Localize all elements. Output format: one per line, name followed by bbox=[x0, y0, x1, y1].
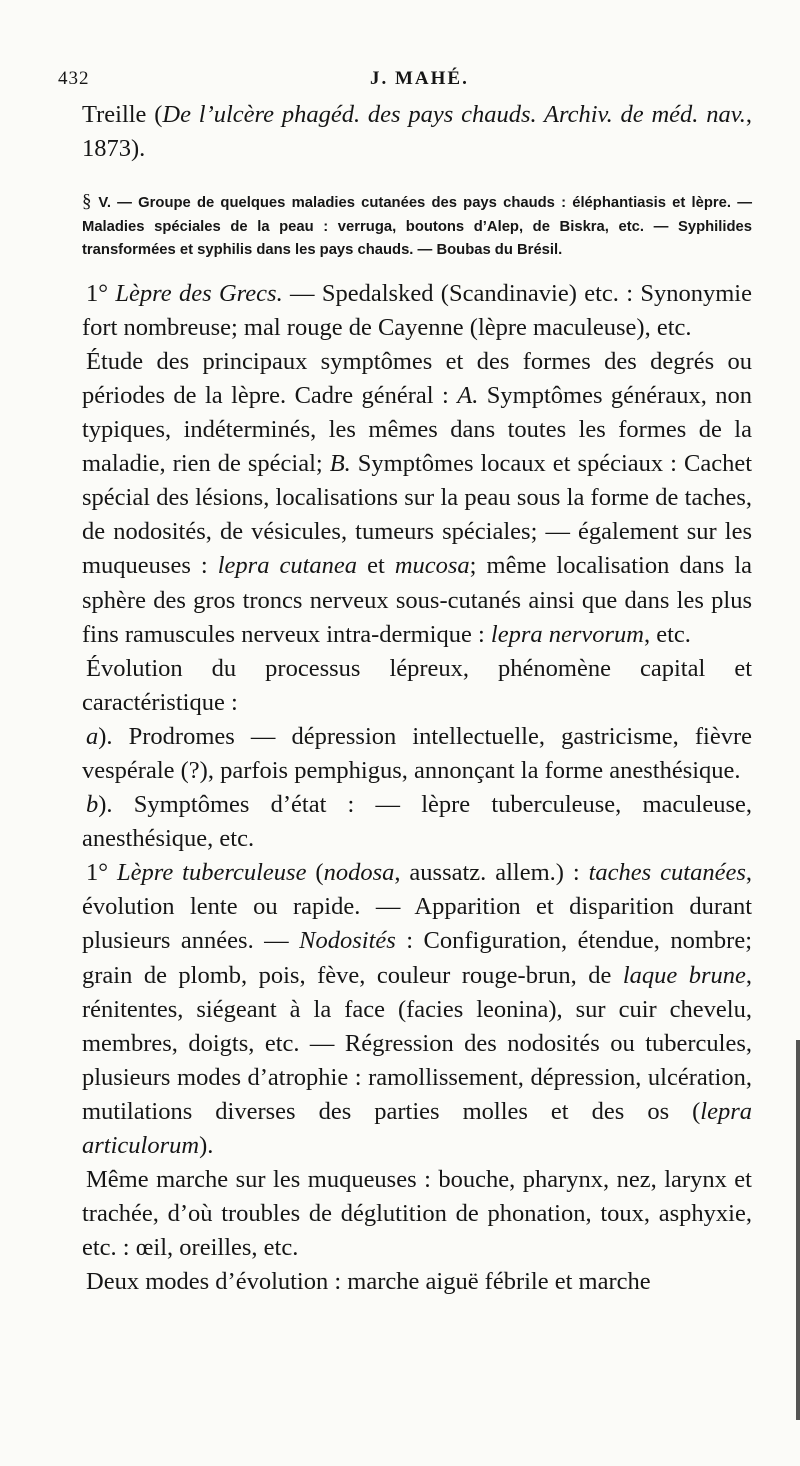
paragraph-deux-modes: Deux modes d’évolution : marche aiguë fébrile et marche bbox=[86, 1268, 651, 1296]
paragraph-evolution: Évolution du processus lépreux, phénomène capital et caractéristique : bbox=[82, 654, 752, 716]
paragraph-lepre-grecs: 1° Lèpre des Grecs. — Spedalsked (Scandinavie) etc. : Synonymie fort nombreuse; mal rouge de Cayenne (lèpre maculeuse), etc. bbox=[82, 279, 752, 341]
paragraph-symptomes-etat: b). Symptômes d’état : — lèpre tuberculeuse, maculeuse, anesthésique, etc. bbox=[82, 791, 752, 853]
page-header bbox=[58, 68, 748, 96]
paragraph-muqueuses: Même marche sur les muqueuses : bouche, pharynx, nez, larynx et trachée, d’où troubles de déglutition de phonation, toux, asphyxie, etc. : œil, oreilles, etc. bbox=[82, 1166, 752, 1262]
paragraph-lepre-tuberculeuse: 1° Lèpre tuberculeuse (nodosa, aussatz. allem.) : taches cutanées, évolution lente ou rapide. — Apparition et disparition durant plusieurs années. — Nodosités : Configuration, étendue, nombre; grain de plomb, pois, fève, couleur rouge-brun, de laque brune, rénitentes, siégeant à la face (facies leonina), sur cuir chevelu, membres, doigts, etc. — Régression des nodosités ou tubercules, plusieurs modes d’atrophie : ramollissement, dépression, ulcération, mutilations diverses des parties molles et des os (lepra articulorum). bbox=[82, 859, 753, 1160]
running-head: J. MAHÉ. bbox=[370, 68, 469, 89]
page-number: 432 bbox=[58, 68, 90, 89]
section-sign: § bbox=[82, 191, 99, 213]
paragraph-prodromes: a). Prodromes — dépression intellectuelle, gastricisme, fièvre vespérale (?), parfois pemphigus, annonçant la forme anesthésique. bbox=[82, 722, 752, 784]
section-heading: § V. — Groupe de quelques maladies cutanées des pays chauds : éléphantiasis et lèpre. — Maladies spéciales de la peau : verruga, boutons d’Alep, de Biskra, etc. — Syphilides transformées et syphilis dans les pays chauds. — Boubas du Brésil. bbox=[82, 191, 753, 259]
page-edge-shadow bbox=[796, 1040, 800, 1420]
body-text bbox=[82, 98, 752, 1300]
paragraph-etude: Étude des principaux symptômes et des formes des degrés ou périodes de la lèpre. Cadre général : A. Symptômes généraux, non typiques, indéterminés, les mêmes dans toutes les formes de la maladie, rien de spécial; B. Symptômes locaux et spéciaux : Cachet spécial des lésions, localisations sur la peau sous la forme de taches, de nodosités, de vésicules, tumeurs spéciales; — également sur les muqueuses : lepra cutanea et mucosa; même localisation dans la sphère des gros troncs nerveux sous-cutanés ainsi que dans les plus fins ramuscules nerveux intra-dermique : lepra nervorum, etc. bbox=[82, 347, 753, 648]
paragraph-citation: Treille (De l’ulcère phagéd. des pays chauds. Archiv. de méd. nav., 1873). bbox=[82, 101, 752, 163]
